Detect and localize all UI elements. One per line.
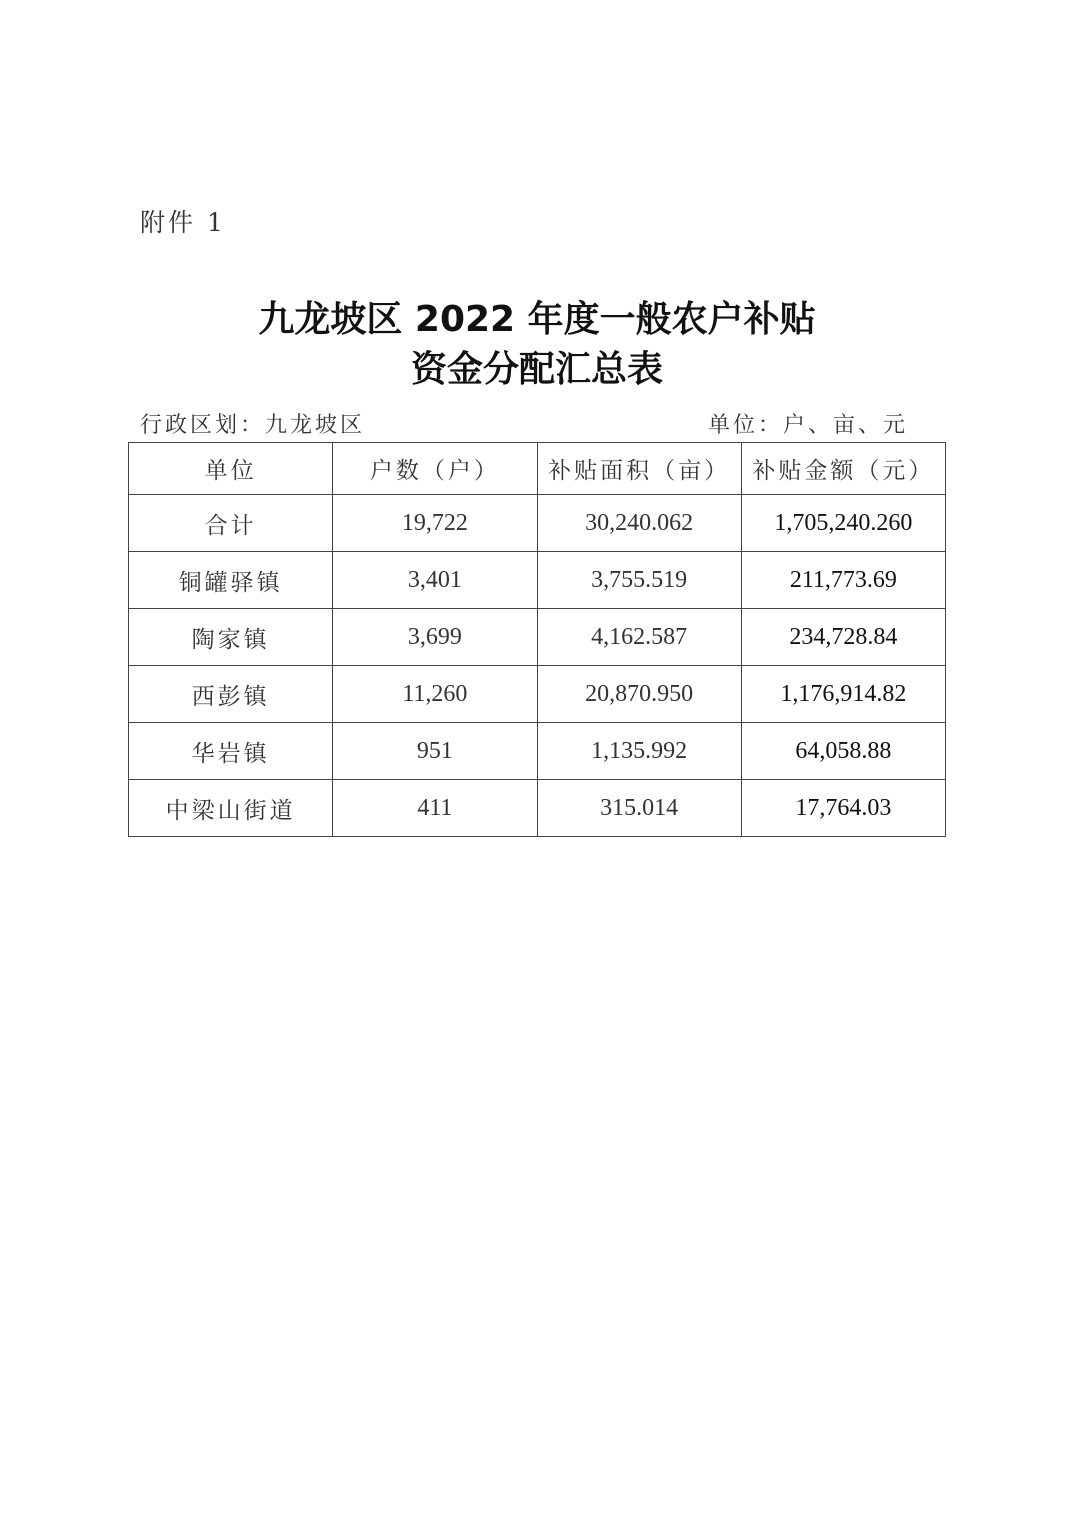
- cell-unit: 合计: [129, 495, 333, 552]
- table-row: [129, 609, 946, 666]
- cell-area: 3,755.519: [537, 552, 741, 609]
- header-amount: 补贴金额（元）: [741, 443, 945, 495]
- cell-area: 30,240.062: [537, 495, 741, 552]
- table-row: [129, 780, 946, 837]
- cell-amount: 211,773.69: [741, 552, 945, 609]
- table-header-row: [129, 443, 946, 495]
- cell-unit: 陶家镇: [129, 609, 333, 666]
- header-area: 补贴面积（亩）: [537, 443, 741, 495]
- cell-area: 1,135.992: [537, 723, 741, 780]
- header-households: 户数（户）: [333, 443, 537, 495]
- attachment-label: 附件 1: [140, 208, 226, 237]
- cell-amount: 1,705,240.260: [741, 495, 945, 552]
- unit-label: 单位：户、亩、元: [707, 413, 908, 438]
- cell-amount: 234,728.84: [741, 609, 945, 666]
- cell-unit: 铜罐驿镇: [129, 552, 333, 609]
- table-row: [129, 723, 946, 780]
- subsidy-summary-table: [128, 442, 946, 837]
- table-row-total: [129, 495, 946, 552]
- cell-households: 3,401: [333, 552, 537, 609]
- cell-area: 315.014: [537, 780, 741, 837]
- header-unit: 单位: [129, 443, 333, 495]
- cell-households: 19,722: [333, 495, 537, 552]
- cell-unit: 西彭镇: [129, 666, 333, 723]
- cell-households: 3,699: [333, 609, 537, 666]
- cell-households: 411: [333, 780, 537, 837]
- table-row: [129, 666, 946, 723]
- cell-unit: 华岩镇: [129, 723, 333, 780]
- cell-amount: 1,176,914.82: [741, 666, 945, 723]
- document-title-line1: 九龙坡区 2022 年度一般农户补贴: [258, 299, 816, 340]
- cell-area: 4,162.587: [537, 609, 741, 666]
- cell-households: 951: [333, 723, 537, 780]
- cell-households: 11,260: [333, 666, 537, 723]
- region-label: 行政区划：九龙坡区: [140, 413, 366, 438]
- document-title-line2: 资金分配汇总表: [410, 349, 663, 390]
- cell-amount: 64,058.88: [741, 723, 945, 780]
- table-row: [129, 552, 946, 609]
- cell-amount: 17,764.03: [741, 780, 945, 837]
- cell-area: 20,870.950: [537, 666, 741, 723]
- cell-unit: 中梁山街道: [129, 780, 333, 837]
